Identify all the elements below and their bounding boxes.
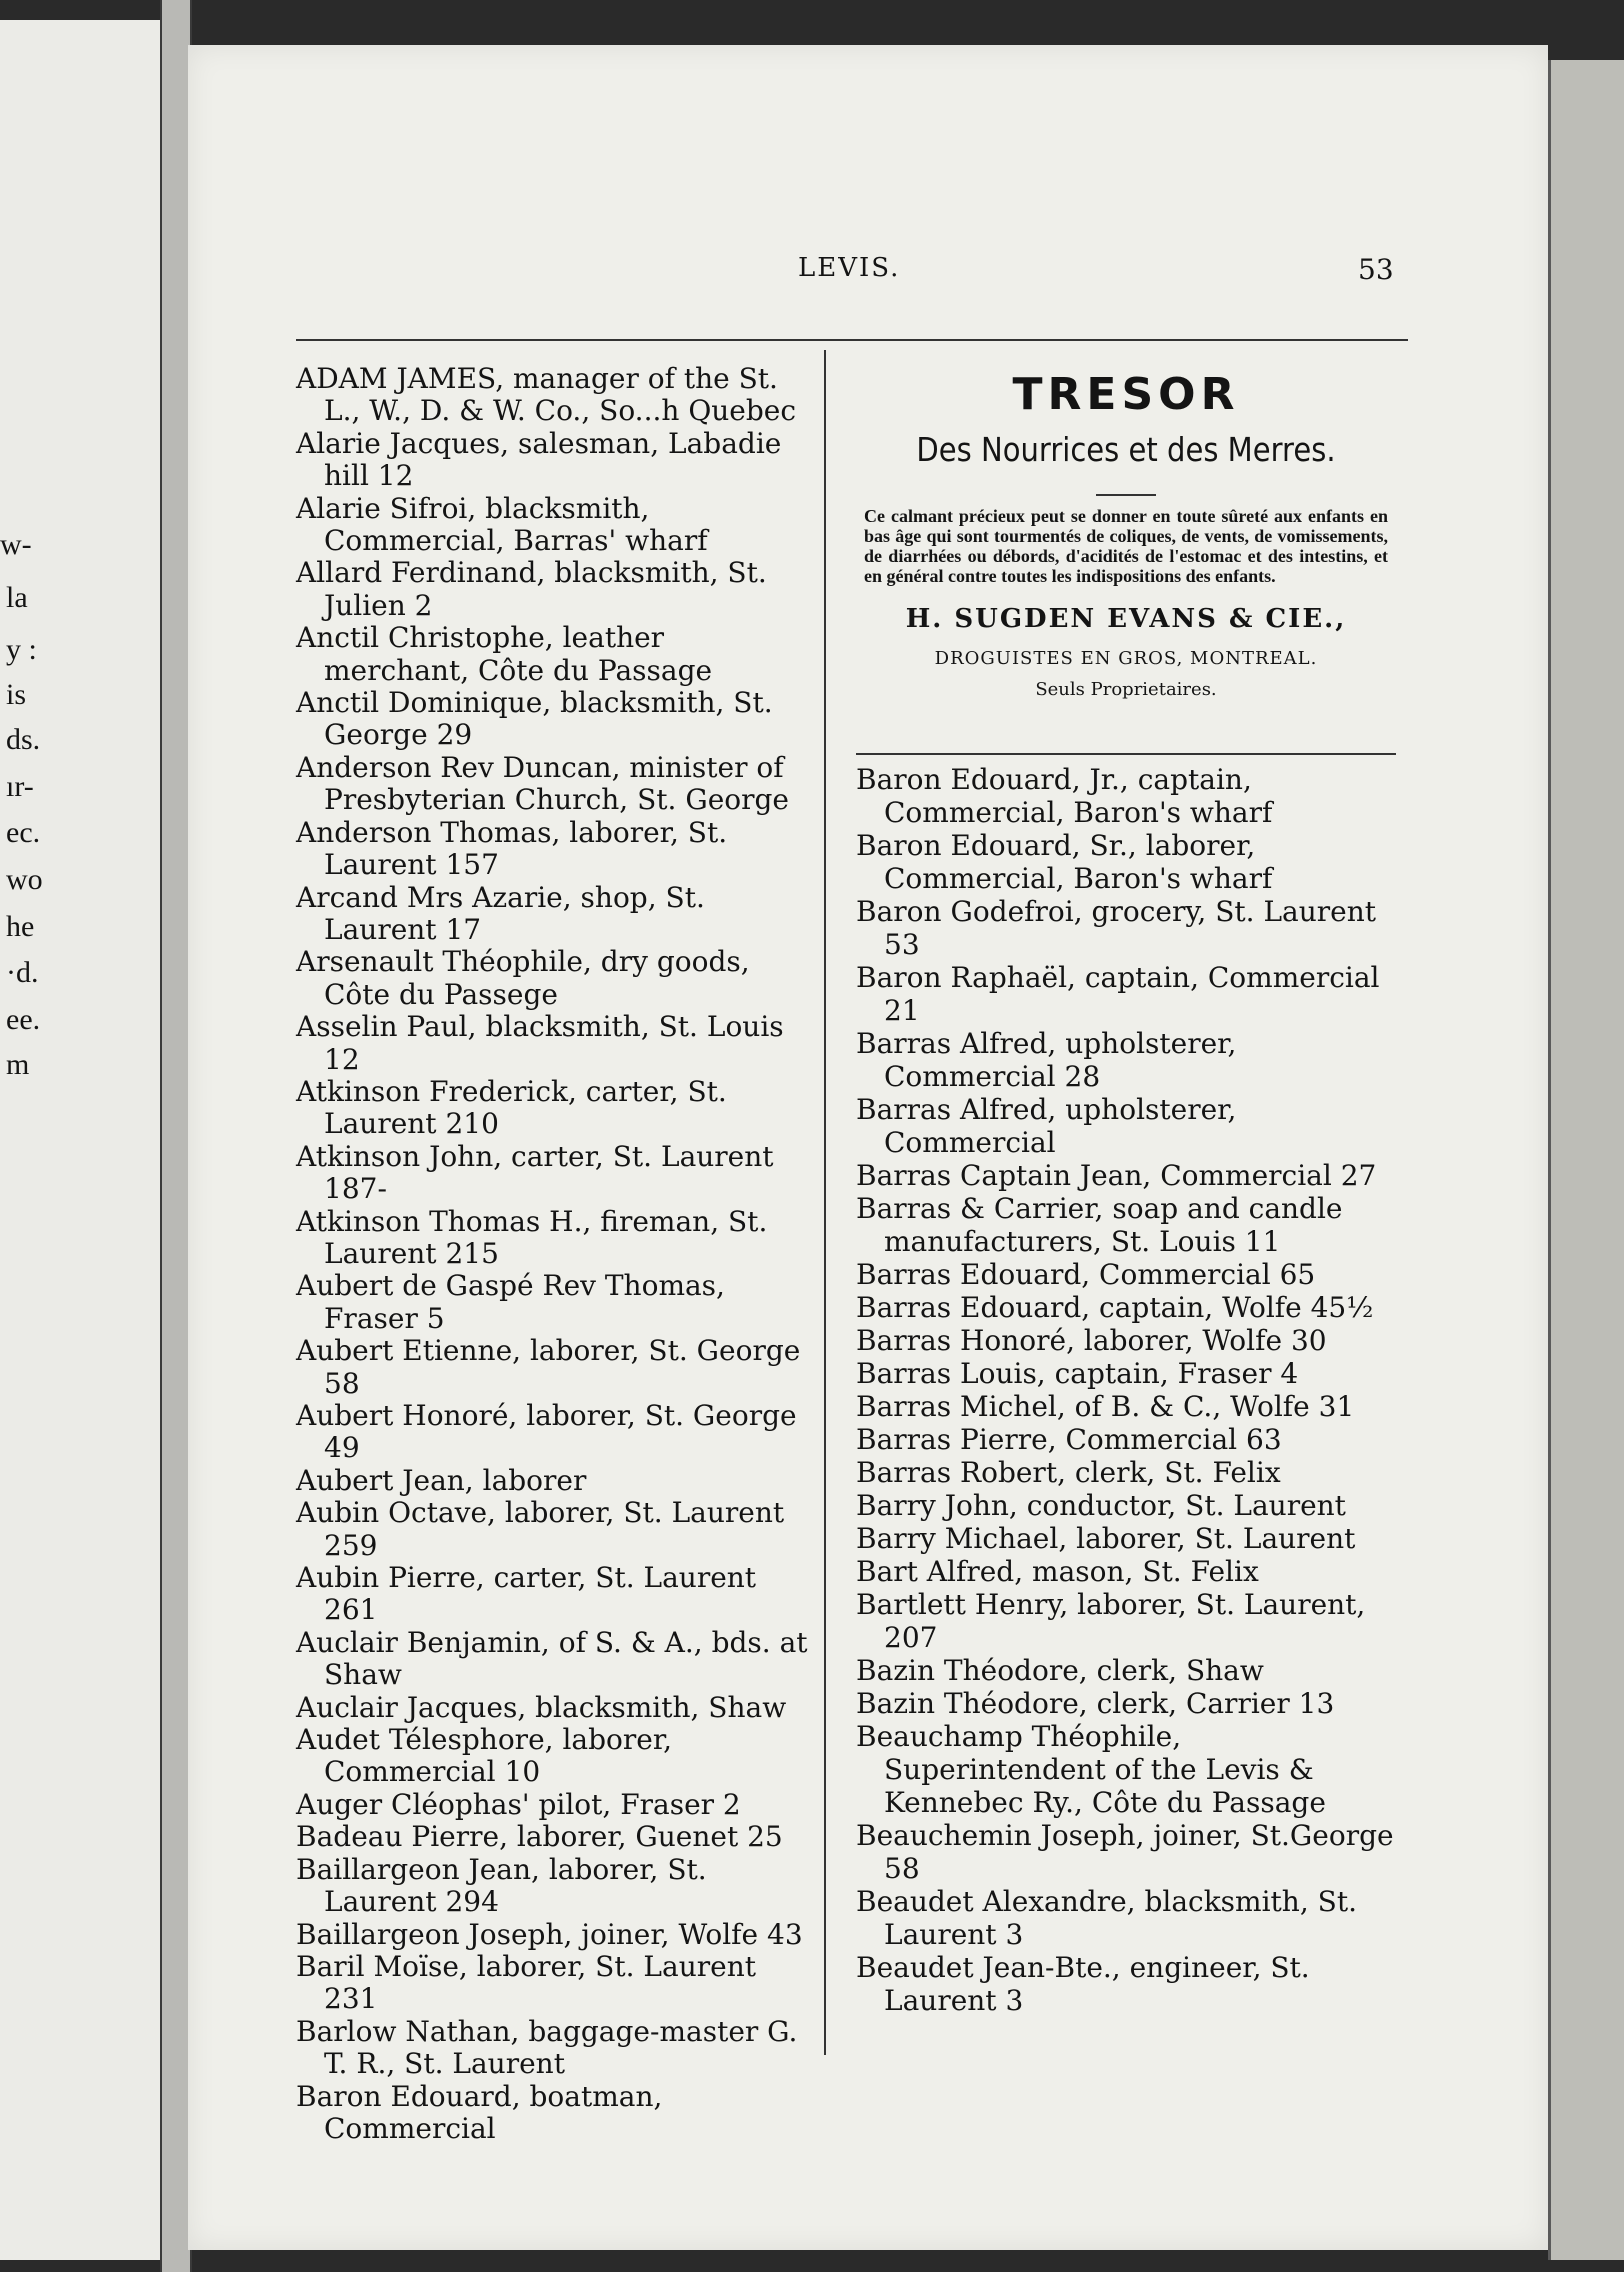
directory-entry: Anderson Thomas, laborer, St. Laurent 157	[296, 815, 728, 882]
directory-entry: Aubert Honoré, laborer, St. George 49	[296, 1399, 797, 1465]
directory-entry: Aubert Jean, laborer	[296, 1463, 587, 1497]
directory-entry: Bazin Théodore, clerk, Carrier 13	[856, 1687, 1335, 1720]
ad-subtitle: Des Nourrices et des Merres.	[916, 430, 1336, 469]
directory-entry: Audet Télesphore, laborer, Commercial 10	[296, 1723, 673, 1789]
directory-entry: Auger Cléophas' pilot, Fraser 2	[296, 1787, 741, 1821]
column-divider	[824, 350, 826, 2055]
facing-page-fragment-text: ır-	[6, 770, 34, 803]
facing-page-fragment-text: m	[6, 1048, 30, 1081]
facing-page-fragment-text: is	[6, 678, 27, 711]
directory-entry: Barras Michel, of B. & C., Wolfe 31	[856, 1390, 1355, 1423]
directory-entry: Anctil Dominique, blacksmith, St. George 29	[296, 686, 773, 752]
directory-entry: Beauchemin Joseph, joiner, St.George 58	[856, 1819, 1394, 1885]
ad-body: Ce calmant précieux peut se donner en toute sûreté aux enfants en bas âge qui sont tourmentés de coliques, de vents, de vomissements, de diarrhées ou débords, d'acidités de l'estomac et des intestins, et en général contre toutes les indispositions des enfants.	[864, 506, 1388, 586]
directory-entry: Aubin Octave, laborer, St. Laurent 259	[296, 1496, 785, 1562]
directory-entry: Atkinson Thomas H., fireman, St. Laurent 215	[296, 1204, 768, 1270]
facing-page-fragment-text: la	[6, 581, 28, 614]
directory-entry: Aubin Pierre, carter, St. Laurent 261	[296, 1561, 757, 1627]
facing-page-fragment-text: y :	[6, 633, 37, 666]
directory-entry: Baillargeon Joseph, joiner, Wolfe 43	[296, 1917, 803, 1951]
facing-page-fragment-text: ds.	[6, 723, 41, 756]
directory-entry: Alarie Sifroi, blacksmith, Commercial, Barras' wharf	[296, 491, 708, 558]
directory-entry: Barras Honoré, laborer, Wolfe 30	[856, 1324, 1327, 1357]
header-rule	[296, 339, 1408, 341]
page-edge	[1548, 60, 1624, 2260]
directory-entry: Baril Moïse, laborer, St. Laurent 231	[296, 1949, 756, 2016]
directory-entry: Arsenault Théophile, dry goods, Côte du Passege	[296, 945, 750, 1011]
ad-rule	[1096, 494, 1156, 496]
directory-entry: Barry John, conductor, St. Laurent	[856, 1489, 1346, 1522]
directory-entry: Beaudet Jean-Bte., engineer, St. Laurent 3	[856, 1951, 1310, 2017]
directory-entry: Barlow Nathan, baggage-master G. T. R., St. Laurent	[296, 2014, 798, 2081]
facing-page-fragment-text: ee.	[6, 1003, 41, 1036]
facing-page-fragment	[0, 20, 163, 2260]
ad-title: TRESOR	[1012, 369, 1240, 420]
directory-entry: Alarie Jacques, salesman, Labadie hill 12	[296, 426, 782, 493]
directory-entry: Baron Godefroi, grocery, St. Laurent 53	[856, 895, 1377, 961]
running-head	[188, 253, 1548, 293]
directory-entry: Barras Pierre, Commercial 63	[856, 1423, 1282, 1456]
directory-entry: Barras Alfred, upholsterer, Commercial	[856, 1093, 1237, 1159]
right-column	[856, 763, 1396, 2017]
directory-entry: Aubert de Gaspé Rev Thomas, Fraser 5	[296, 1269, 725, 1335]
page-number: 53	[1358, 253, 1394, 286]
directory-entry: Barras Captain Jean, Commercial 27	[856, 1159, 1377, 1192]
directory-entry: Atkinson John, carter, St. Laurent 187-	[296, 1139, 774, 1206]
advertisement	[856, 370, 1396, 700]
directory-entry: Baron Edouard, Sr., laborer, Commercial, Baron's wharf	[856, 829, 1273, 895]
left-column	[296, 363, 816, 2145]
directory-entry: Anctil Christophe, leather merchant, Côte du Passage	[296, 621, 713, 687]
directory-entry: Arcand Mrs Azarie, shop, St. Laurent 17	[296, 880, 705, 946]
directory-entry: Asselin Paul, blacksmith, St. Louis 12	[296, 1010, 784, 1076]
ad-firm-role: Seuls Proprietaires.	[1035, 679, 1217, 700]
directory-entry: Beaudet Alexandre, blacksmith, St. Laurent 3	[856, 1885, 1357, 1951]
directory-entry: Barras Edouard, captain, Wolfe 45½	[856, 1291, 1374, 1324]
facing-page-fragment-text: wo	[6, 863, 43, 896]
directory-entry: Badeau Pierre, laborer, Guenet 25	[296, 1820, 783, 1854]
directory-entry: Barras Robert, clerk, St. Felix	[856, 1456, 1281, 1489]
directory-entry: Barras Alfred, upholsterer, Commercial 28	[856, 1027, 1237, 1093]
directory-page	[188, 45, 1548, 2250]
directory-entry: Baillargeon Jean, laborer, St. Laurent 294	[296, 1852, 707, 1919]
directory-entry: Baron Edouard, Jr., captain, Commercial, Baron's wharf	[856, 763, 1273, 829]
directory-entry: Atkinson Frederick, carter, St. Laurent 210	[296, 1074, 727, 1141]
directory-entry: Baron Edouard, boatman, Commercial	[296, 2079, 663, 2145]
directory-entry: Barras & Carrier, soap and candle manufacturers, St. Louis 11	[856, 1192, 1343, 1258]
directory-entry: Barry Michael, laborer, St. Laurent	[856, 1522, 1356, 1555]
directory-entry: Auclair Jacques, blacksmith, Shaw	[296, 1690, 787, 1724]
directory-entry: Baron Raphaël, captain, Commercial 21	[856, 961, 1380, 1027]
directory-entry: Bazin Théodore, clerk, Shaw	[856, 1654, 1264, 1687]
ad-firm-location: DROGUISTES EN GROS, MONTREAL.	[934, 648, 1318, 669]
directory-entry: Anderson Rev Duncan, minister of Presbyterian Church, St. George	[296, 750, 789, 817]
facing-page-fragment-text: he	[6, 910, 35, 943]
directory-entry: Bartlett Henry, laborer, St. Laurent, 207	[856, 1588, 1366, 1654]
directory-entry: Beauchamp Théophile, Superintendent of the Levis & Kennebec Ry., Côte du Passage	[856, 1720, 1326, 1819]
directory-entry: Bart Alfred, mason, St. Felix	[856, 1555, 1259, 1588]
facing-page-fragment-text: w-	[0, 528, 32, 561]
directory-entry: ADAM JAMES, manager of the St. L., W., D. & W. Co., So...h Quebec	[296, 362, 797, 428]
running-head-title: LEVIS.	[798, 253, 901, 283]
directory-entry: Barras Louis, captain, Fraser 4	[856, 1357, 1299, 1390]
facing-page-fragment-text: ·d.	[6, 956, 39, 989]
facing-page-fragment-text: ec.	[6, 816, 41, 849]
directory-entry: Barras Edouard, Commercial 65	[856, 1258, 1316, 1291]
ad-bottom-rule	[856, 753, 1396, 755]
ad-firm: H. SUGDEN EVANS & CIE.,	[905, 604, 1347, 634]
directory-entry: Allard Ferdinand, blacksmith, St. Julien 2	[296, 556, 767, 622]
directory-entry: Aubert Etienne, laborer, St. George 58	[296, 1334, 801, 1400]
directory-entry: Auclair Benjamin, of S. & A., bds. at Shaw	[296, 1625, 808, 1692]
